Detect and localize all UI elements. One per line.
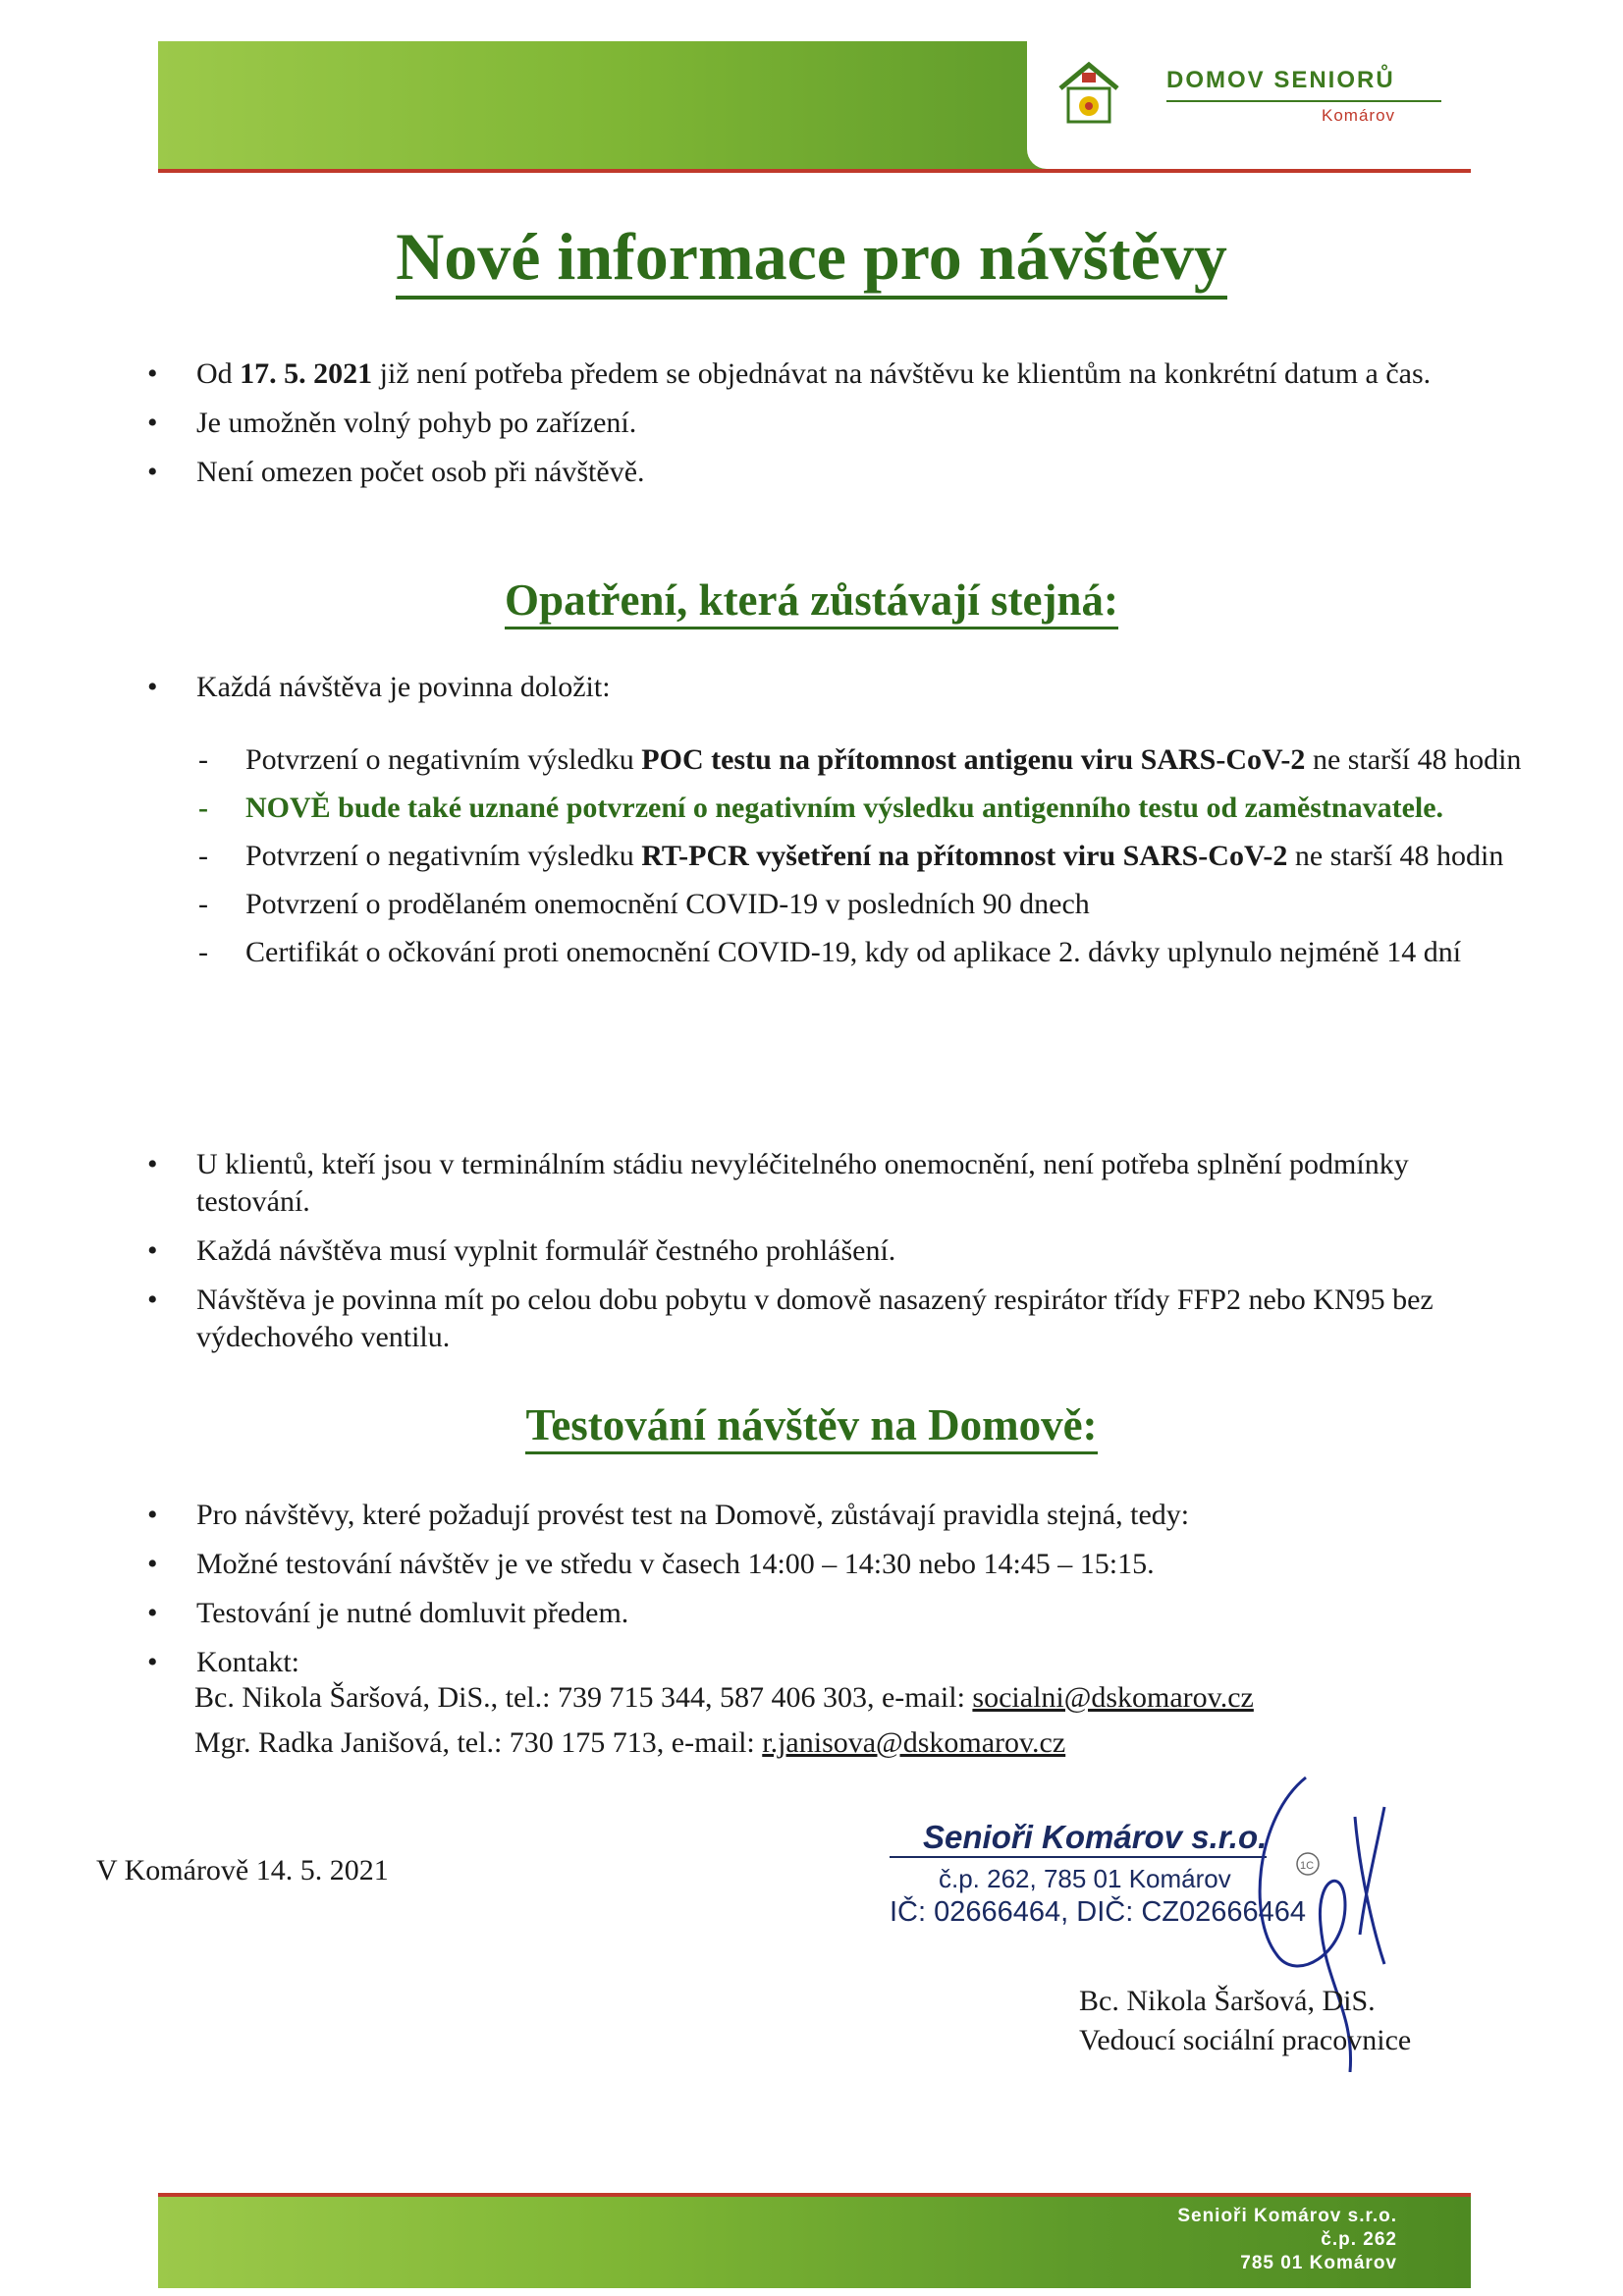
email-link[interactable]: socialni@dskomarov.cz xyxy=(972,1681,1254,1714)
list-item: - Potvrzení o negativním výsledku POC testu na přítomnost antigenu viru SARS-CoV-2 ne starší 48 hodin xyxy=(196,741,1528,778)
stamp-address: č.p. 262, 785 01 Komárov xyxy=(939,1864,1231,1893)
signatory-name: Bc. Nikola Šaršová, DiS. xyxy=(1079,1985,1376,2017)
logo xyxy=(1027,41,1471,169)
list-item: • U klientů, kteří jsou v terminálním stádiu nevyléčitelného onemocnění, není potřeba splnění podmínky testování. xyxy=(147,1146,1530,1221)
list-item: • Testování je nutné domluvit předem. xyxy=(147,1595,1530,1632)
list-item: • Je umožněn volný pohyb po zařízení. xyxy=(147,405,1530,442)
stamp-mark: 1C xyxy=(1300,1860,1315,1872)
footer-line: Senioři Komárov s.r.o. xyxy=(1177,2206,1397,2226)
email-link[interactable]: r.janisova@dskomarov.cz xyxy=(762,1726,1066,1759)
list-item: • Každá návštěva musí vyplnit formulář čestného prohlášení. xyxy=(147,1232,1530,1270)
more-list xyxy=(147,1146,1530,1368)
list-item: • Kontakt: xyxy=(147,1644,1530,1681)
footer-band xyxy=(158,2197,1471,2288)
house-logo-icon xyxy=(1055,59,1123,128)
list-item: - Potvrzení o prodělaném onemocnění COVID-19 v posledních 90 dnech xyxy=(196,886,1528,922)
list-item: • Od 17. 5. 2021 již není potřeba předem se objednávat na návštěvu ke klientům na konkrétní datum a čas. xyxy=(147,355,1530,393)
signatory xyxy=(1079,1982,1411,2060)
section-heading: Opatření, která zůstávají stejná: xyxy=(0,574,1623,626)
logo-rule xyxy=(1166,100,1441,102)
list-item: - Certifikát o očkování proti onemocnění COVID-19, kdy od aplikace 2. dávky uplynulo nejméně 14 dní xyxy=(196,934,1528,970)
testing-list xyxy=(147,1497,1530,1693)
footer-line: č.p. 262 xyxy=(1321,2229,1397,2250)
stamp-ids: IČ: 02666464, DIČ: CZ02666464 xyxy=(890,1896,1306,1928)
footer-line: 785 01 Komárov xyxy=(1240,2253,1397,2273)
place-date: V Komárově 14. 5. 2021 xyxy=(96,1854,389,1886)
page-title: Nové informace pro návštěvy xyxy=(0,218,1623,296)
signatory-role: Vedoucí sociální pracovnice xyxy=(1079,2024,1412,2056)
logo-name: DOMOV SENIORŮ xyxy=(1166,67,1395,93)
stamp-name: Senioři Komárov s.r.o. xyxy=(890,1819,1267,1858)
logo-subtitle: Komárov xyxy=(1322,106,1396,125)
list-item: • Není omezen počet osob při návštěvě. xyxy=(147,454,1530,491)
header-rule xyxy=(158,169,1471,173)
footer-address xyxy=(1177,2205,1397,2275)
list-item: • Pro návštěvy, které požadují provést test na Domově, zůstávají pravidla stejná, tedy: xyxy=(147,1497,1530,1534)
contact-line: Bc. Nikola Šaršová, DiS., tel.: 739 715 344, 587 406 303, e-mail: socialni@dskomarov.cz xyxy=(194,1681,1254,1714)
list-item: - Potvrzení o negativním výsledku RT-PCR vyšetření na přítomnost viru SARS-CoV-2 ne starší 48 hodin xyxy=(196,838,1528,874)
list-item: • Každá návštěva je povinna doložit: xyxy=(147,669,1530,706)
requirement-list xyxy=(196,741,1528,982)
intro-list xyxy=(147,355,1530,503)
lead-list xyxy=(147,669,1530,718)
list-item: • Návštěva je povinna mít po celou dobu pobytu v domově nasazený respirátor třídy FFP2 nebo KN95 bez výdechového ventilu. xyxy=(147,1282,1530,1356)
list-item: • Možné testování návštěv je ve středu v časech 14:00 – 14:30 nebo 14:45 – 15:15. xyxy=(147,1546,1530,1583)
section-heading: Testování návštěv na Domově: xyxy=(0,1399,1623,1450)
list-item: - NOVĚ bude také uznané potvrzení o negativním výsledku antigenního testu od zaměstnavatele. xyxy=(196,790,1528,826)
contact-line: Mgr. Radka Janišová, tel.: 730 175 713, e-mail: r.janisova@dskomarov.cz xyxy=(194,1726,1066,1759)
